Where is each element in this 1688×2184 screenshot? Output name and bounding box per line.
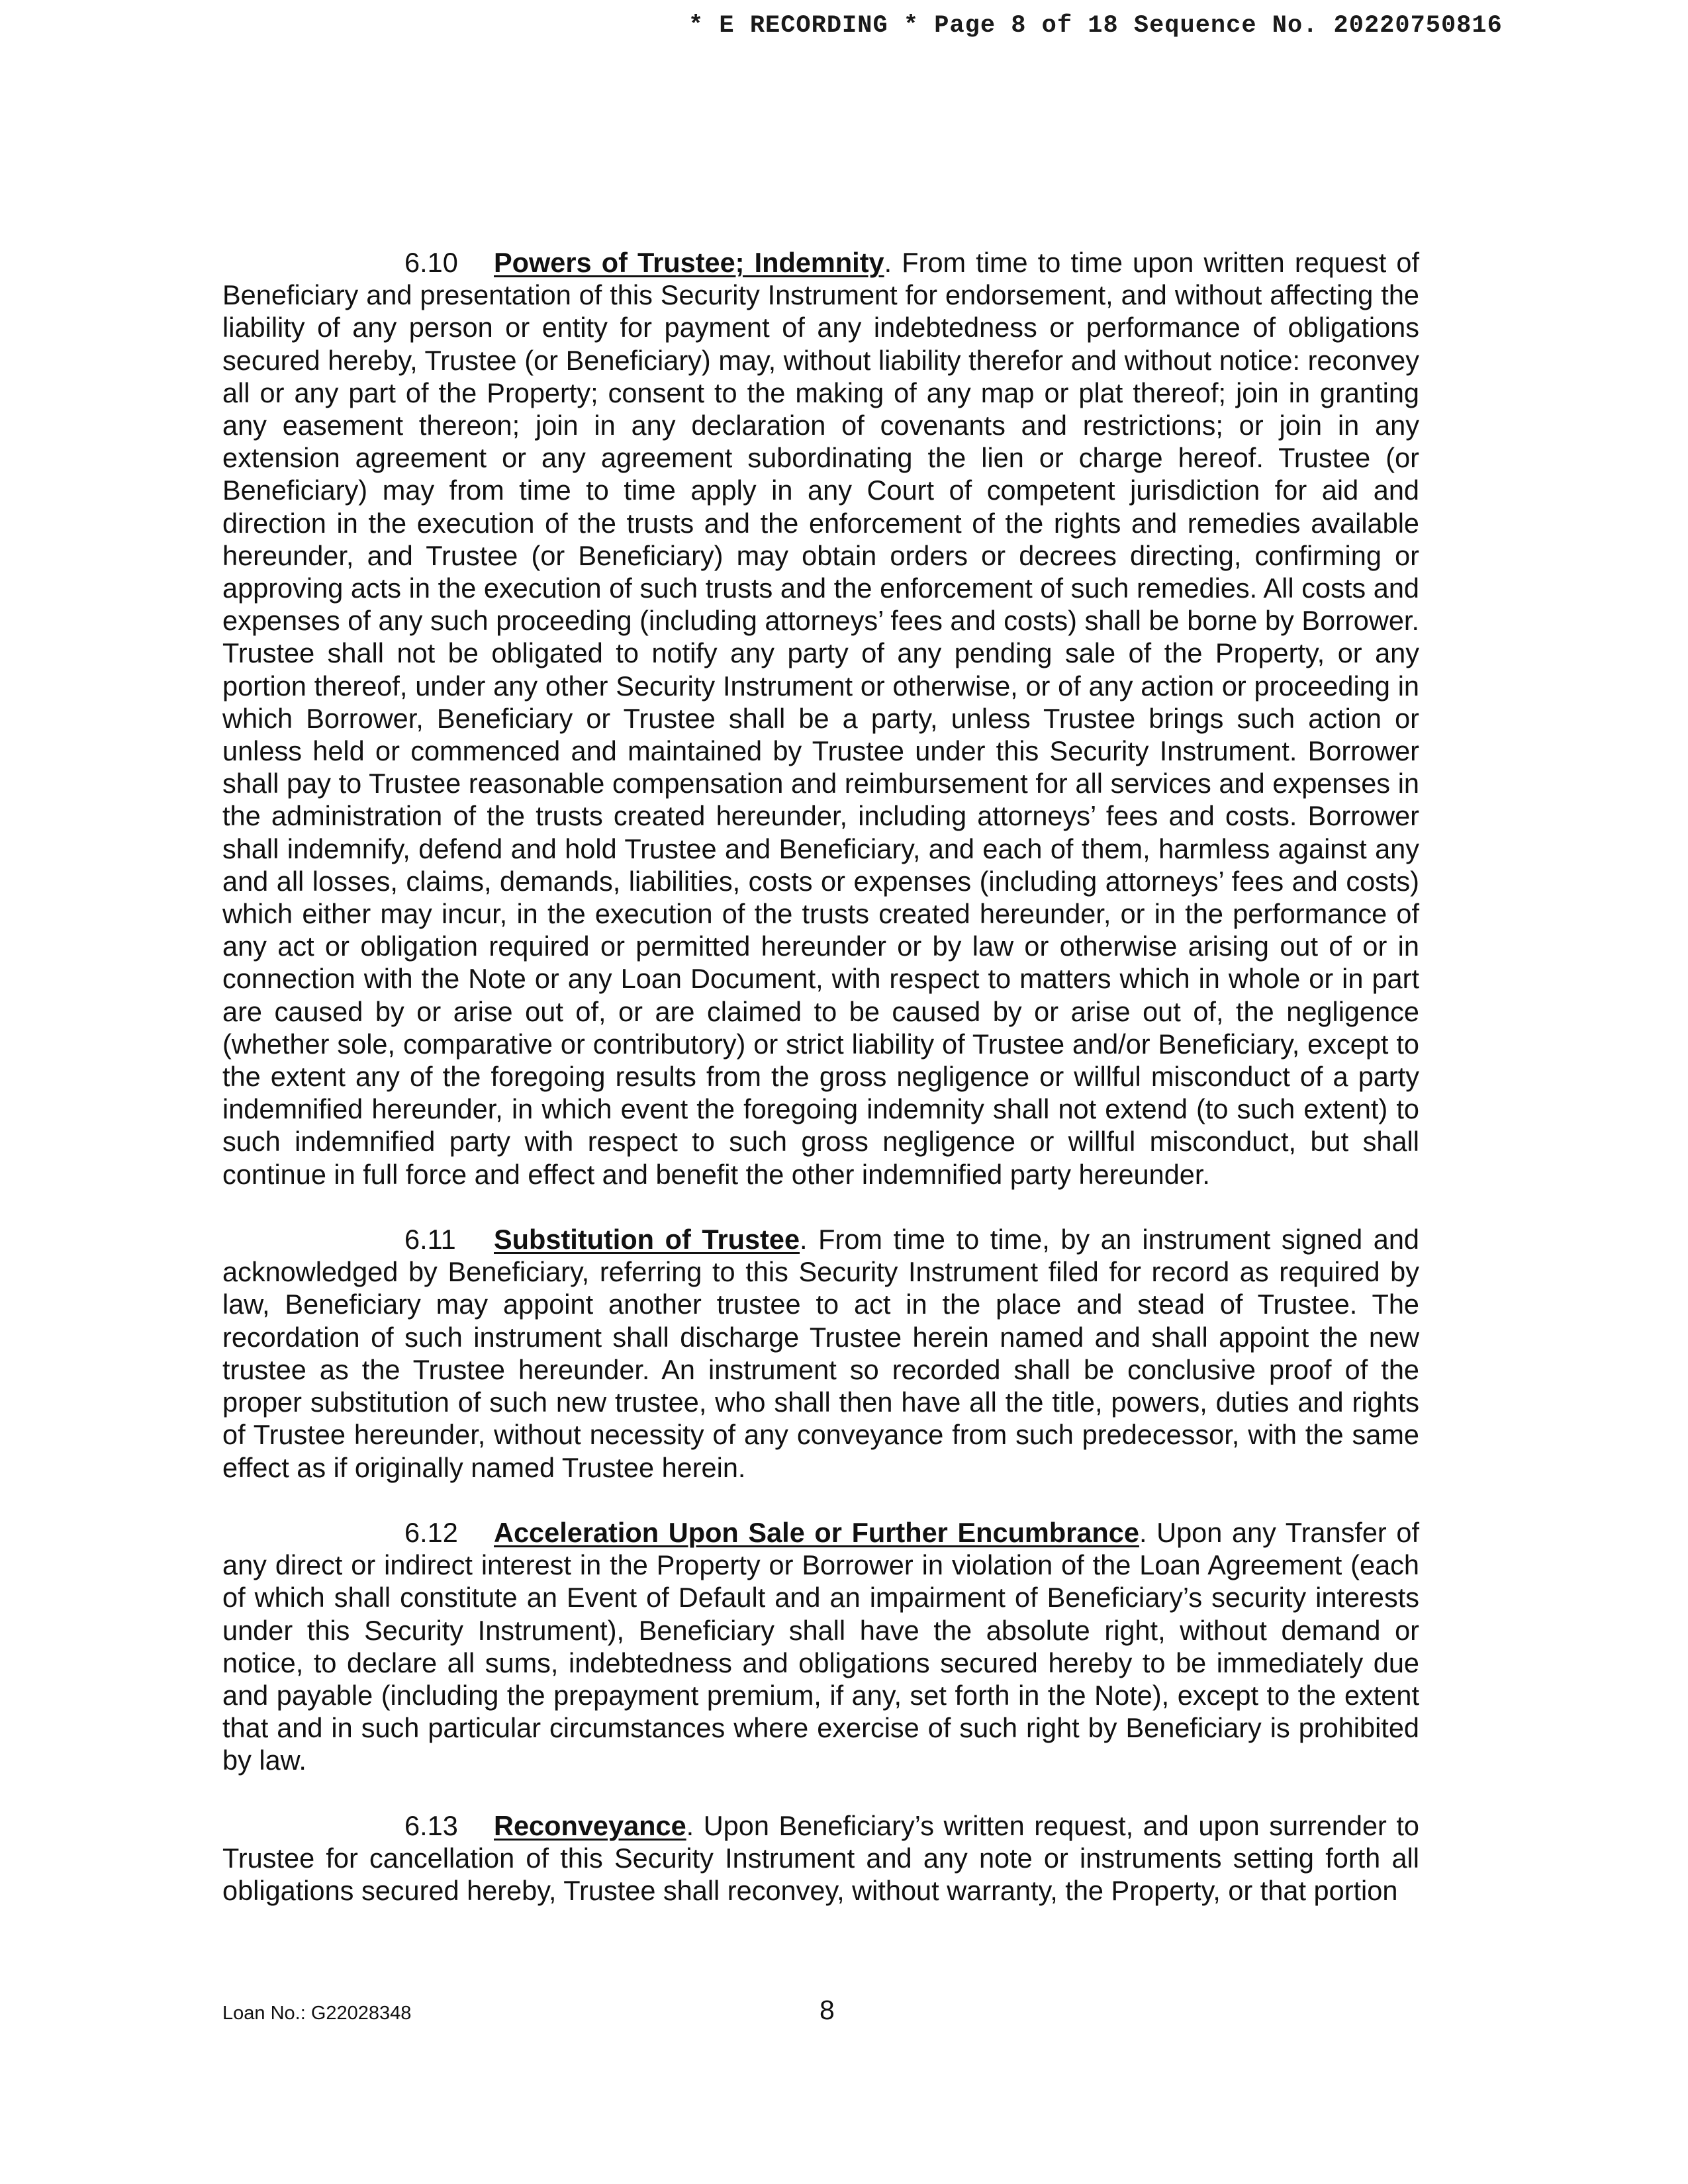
section-6-11 bbox=[222, 1223, 1419, 1484]
section-body: . Upon any Transfer of any direct or indirect interest in the Property or Borrower in violation of the Loan Agreement (each of which shall constitute an Event of Default and an impairment of Beneficiary’s security interests under this Security Instrument), Beneficiary shall have the absolute right, without demand or notice, to declare all sums, indebtedness and obligations secured hereby to be immediately due and payable (including the prepayment premium, if any, set forth in the Note), except to the extent that and in such particular circumstances where exercise of such right by Beneficiary is prohibited by law. bbox=[222, 1516, 1420, 1776]
section-number: 6.10 bbox=[404, 247, 458, 278]
page-number: 8 bbox=[820, 1995, 835, 2025]
section-title: Reconveyance bbox=[494, 1809, 686, 1841]
section-6-12 bbox=[222, 1516, 1419, 1777]
section-6-10 bbox=[222, 246, 1419, 1191]
section-6-13 bbox=[222, 1809, 1419, 1907]
document-body bbox=[222, 246, 1419, 1940]
section-number: 6.13 bbox=[404, 1809, 458, 1841]
section-body: . From time to time upon written request of Beneficiary and presentation of this Security Instrument for endorsement, and without affecting the liability of any person or entity for payment of any indebtedness or performance of obligations secured hereby, Trustee (or Beneficiary) may, without liability therefor and without notice: reconvey all or any part of the Property; consent to the making of any map or plat thereof; join in granting any easement thereon; join in any declaration of covenants and restrictions; or join in any extension agreement or any agreement subordinating the lien or charge hereof. Trustee (or Beneficiary) may from time to time apply in any Court of competent jurisdiction for aid and direction in the execution of the trusts and the enforcement of the rights and remedies available hereunder, and Trustee (or Beneficiary) may obtain orders or decrees directing, confirming or approving acts in the execution of such trusts and the enforcement of such remedies. All costs and expenses of any such proceeding (including attorneys’ fees and costs) shall be borne by Borrower. Trustee shall not be obligated to notify any party of any pending sale of the Property, or any portion thereof, under any other Security Instrument or otherwise, or of any action or proceeding in which Borrower, Beneficiary or Trustee shall be a party, unless Trustee brings such action or unless held or commenced and maintained by Trustee under this Security Instrument. Borrower shall pay to Trustee reasonable compensation and reimbursement for all services and expenses in the administration of the trusts created hereunder, including attorneys’ fees and costs. Borrower shall indemnify, defend and hold Trustee and Beneficiary, and each of them, harmless against any and all losses, claims, demands, liabilities, costs or expenses (including attorneys’ fees and costs) which either may incur, in the execution of the trusts created hereunder, or in the performance of any act or obligation required or permitted hereunder or by law or otherwise arising out of or in connection with the Note or any Loan Document, with respect to matters which in whole or in part are caused by or arise out of, or are claimed to be caused by or arise out of, the negligence (whether sole, comparative or contributory) or strict liability of Trustee and/or Beneficiary, except to the extent any of the foregoing results from the gross negligence or willful misconduct of a party indemnified hereunder, in which event the foregoing indemnity shall not extend (to such extent) to such indemnified party with respect to such gross negligence or willful misconduct, but shall continue in full force and effect and benefit the other indemnified party hereunder. bbox=[222, 247, 1420, 1190]
recording-header: * E RECORDING * Page 8 of 18 Sequence No. 20220750816 bbox=[688, 12, 1503, 40]
loan-number: Loan No.: G22028348 bbox=[222, 2003, 412, 2024]
section-number: 6.11 bbox=[404, 1224, 456, 1255]
section-title: Powers of Trustee; Indemnity bbox=[494, 247, 884, 278]
section-number: 6.12 bbox=[404, 1516, 458, 1548]
section-title: Substitution of Trustee bbox=[494, 1224, 800, 1255]
section-body: . From time to time, by an instrument signed and acknowledged by Beneficiary, referring to this Security Instrument filed for record as required by law, Beneficiary may appoint another trustee to act in the place and stead of Trustee. The recordation of such instrument shall discharge Trustee herein named and shall appoint the new trustee as the Trustee hereunder. An instrument so recorded shall be conclusive proof of the proper substitution of such new trustee, who shall then have all the title, powers, duties and rights of Trustee hereunder, without necessity of any conveyance from such predecessor, with the same effect as if originally named Trustee herein. bbox=[222, 1224, 1419, 1483]
section-body: . Upon Beneficiary’s written request, and upon surrender to Trustee for cancellation of this Security Instrument and any note or instruments setting forth all obligations secured hereby, Trustee shall reconvey, without warranty, the Property, or that portion bbox=[222, 1809, 1419, 1907]
section-title: Acceleration Upon Sale or Further Encumbrance bbox=[494, 1516, 1139, 1548]
